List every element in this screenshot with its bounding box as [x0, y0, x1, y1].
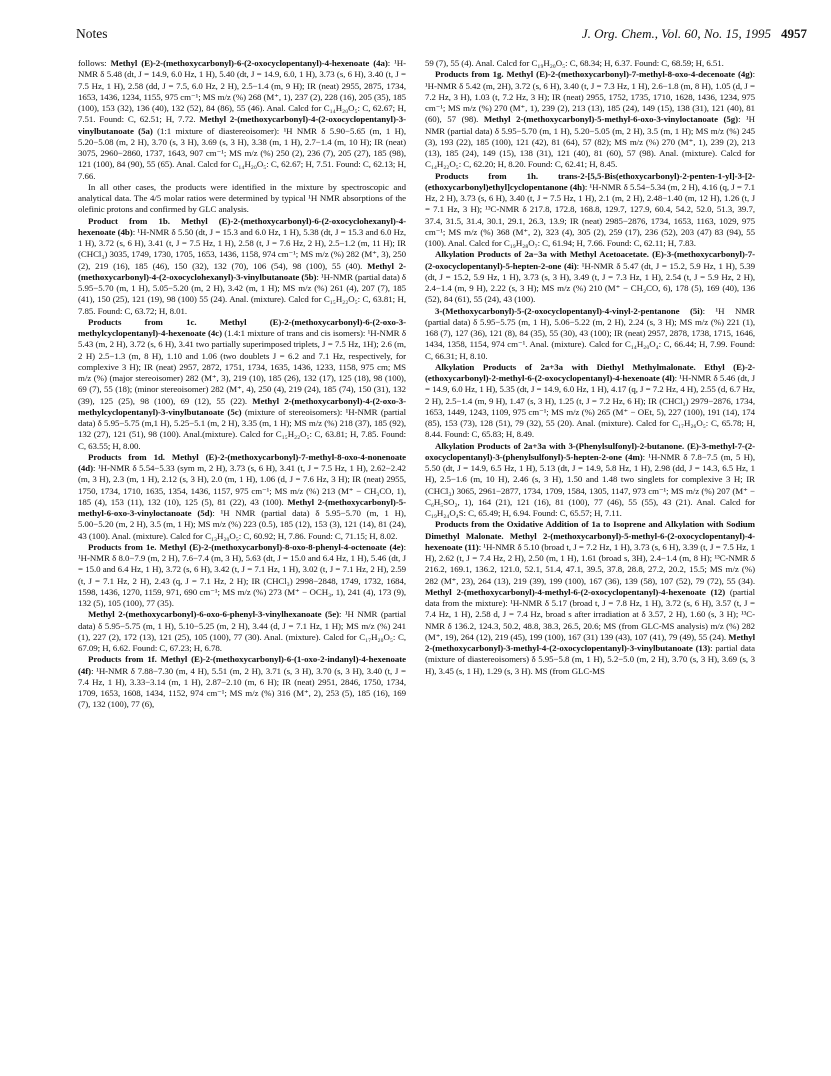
body-text: (1.4:1 mixture of trans and cis isomers): ¹H-NMR δ 5.43 (m, 2 H), 3.72 (s, 6 H), 3.41 two partially superimposed triplets, J = 7.5 Hz, 1H); 2.6 (m, 2 H) 2.5−1.3 (m, 8 H), 1.10 and 1.06 (two doublets J = 6.2 and 7.1 Hz, respectively, for complexive 3 H); IR (neat) 2957, 2872, 1751, 1734, 1635, 1436, 1233, 1158, 975 cm; MS m/z (%) (major stereoisomer) 282 (M⁺, 3), 219 (10), 185 (26), 132 (17), 125 (18), 98 (100), 69 (7), 55 (18); (minor stereoisomer) 282 (M⁺, 4), 250 (4), 219 (24), 185 (74), 150 (31), 132 (39), 125 (25), 98 (100), 69 (12), 55 (22).	[78, 328, 406, 406]
body-text: (1:1 mixture of diastereoisomer): ¹H NMR δ 5.90−5.65 (m, 1 H), 5.20−5.08 (m, 2 H), 3.70 (s, 3 H), 3.69 (s, 3 H), 3.38 (m, 1 H), 2.7−1.4 (m, 10 H); IR (neat) 3075, 2960−2860, 1737, 1643, 907 cm⁻¹; MS m/z (%) 250 (2), 236 (7), 205 (27), 185 (98), 121 (100), 84 (90), 55 (65). Anal. Calcd for C₁₄H₂₀O₅: C, 62.67; H, 7.51. Found: C, 62.13; H, 7.66.	[78, 125, 406, 181]
body-text: : ¹H NMR (partial data) δ 5.95−5.70 (m, 1 H), 5.20−5.05 (m, 2 H), 3.5 (m, 1 H); MS m/z (%) 245 (3), 193 (22), 185 (100), 121 (42), 81 (64), 57 (82); MS m/z (%) 270 (M⁺, 1), 239 (2), 213 (13), 185 (24), 149 (15), 138 (31), 121 (40), 81 (60), 57 (98). Anal. (mixture). Calcd for C₁₄H₂₂O₅: C, 62.20; H, 8.20. Found: C, 62.41; H, 8.45.	[425, 114, 755, 170]
body-text: : ¹H-NMR (partial data) δ 5.95−5.70 (m, 1 H), 5.05−5.20 (m, 2 H), 3.42 (m, 1 H); MS m/z (%) 261 (4), 207 (7), 185 (41), 150 (25), 121 (19), 98 (100) 55 (24). Anal. (mixture). Calcd for C₁₅H₂₂O₅: C, 63.81; H, 7.85. Found: C, 63.72; H, 8.01.	[78, 271, 406, 316]
compound-name: Methyl 2-(methoxycarbonyl)-4-methyl-6-(2-oxocyclopentanyl)-4-hexenoate (12)	[425, 586, 726, 597]
paragraph	[78, 542, 406, 610]
compound-name: Products from 1g. Methyl (E)-2-(methoxycarbonyl)-7-methyl-8-oxo-4-decenoate (4g)	[435, 69, 753, 80]
body-text: : ¹H-NMR δ 5.50 (dt, J = 15.3 and 6.0 Hz, 1 H), 5.38 (dt, J = 15.3 and 6.0 Hz, 1 H), 3.72 (s, 6 H), 3.41 (t, J = 7.5 Hz, 1 H), 2.58 (t, J = 7.6 Hz, 2 H), 2.5−1.2 (m, 11 H); IR (CHCl₃) 3035, 1749, 1730, 1705, 1653, 1436, 1158, 974 cm⁻¹; MS m/z (%) 282 (M⁺, 3), 250 (2), 219 (16), 185 (46), 150 (32), 132 (70), 106 (54), 98 (100), 55 (40).	[78, 226, 406, 271]
compound-name: Methyl (E)-2-(methoxycarbonyl)-6-(2-oxocyclopentanyl)-4-hexenoate (4a)	[110, 58, 388, 68]
journal-name: J. Org. Chem., Vol. 60, No. 15, 1995	[581, 26, 771, 41]
body-text: : ¹H-NMR δ 5.48 (dt, J = 14.9, 6.0 Hz, 1 H), 5.40 (dt, J = 14.9, 6.0, 1 H), 3.73 (s, 6 H), 3.40 (t, J = 7.5 Hz, 1 H), 2.58 (dd, J = 7.5, 6.0 Hz, 2 H), 2.5−1.4 (m, 9 H); IR (neat) 2955, 2875, 1734, 1653, 1436, 1234, 1155, 975 cm⁻¹; MS m/z (%) 268 (M⁺, 1), 237 (2), 228 (16), 205 (35), 185 (100), 153 (32), 136 (40), 132 (52), 84 (86), 55 (46). Anal. Calcd for C₁₄H₂₀O₅: C, 62.67; H, 7.51. Found: C, 62.51; H, 7.72.	[78, 58, 406, 125]
body-text: : partial data (mixture of diastereoisomers) δ 5.95−5.8 (m, 1 H), 5.2−5.0 (m, 2 H), 3.70 (s, 3 H), 3.69 (s, 3 H), 3.45 (s, 1 H), 1.29 (s, 3 H). MS (from GLC-MS	[425, 643, 755, 676]
compound-name: Methyl 2-(methoxycarbonyl)-5-methyl-6-oxo-3-vinyloctanoate (5g)	[483, 114, 739, 125]
journal-citation	[582, 26, 807, 42]
compound-name: Products from 1f. Methyl (E)-2-(methoxycarbonyl)-6-(1-oxo-2-indanyl)-4-hexenoate (4f)	[78, 654, 406, 676]
right-column	[425, 58, 755, 1066]
compound-name: Products from 1c. Methyl (E)-2-(methoxycarbonyl)-6-(2-oxo-3-methylcyclopentanyl)-4-hexenoate (4c)	[78, 316, 406, 338]
compound-name: Methyl 2-(methoxycarbonyl)-4-(2-oxocyclopentanyl)-3-vinylbutanoate (5a)	[78, 114, 406, 136]
paragraph	[425, 171, 755, 250]
page-number: 4957	[781, 26, 807, 41]
body-text: : ¹H-NMR δ 7.88−7.30 (m, 4 H), 5.51 (m, 2 H), 3.71 (s, 3 H), 3.70 (s, 3 H), 3.40 (t, J = 7.4 Hz, 1 H), 3.33−3.14 (m, 1 H), 2.87−2.10 (m, 6 H); IR (neat) 2951, 2846, 1750, 1734, 1709, 1653, 1608, 1434, 1152, 974 cm⁻¹; MS m/z (%) 316 (M⁺, 2), 253 (5), 185 (16), 169 (7), 132 (100), 77 (6),	[78, 665, 406, 710]
body-text: : ¹H-NMR δ 7.8−7.5 (m, 5 H), 5.50 (dt, J = 14.9, 6.5 Hz, 1 H), 5.13 (dt, J = 14.9, 5.8 Hz, 1 H), 2.98 (dd, J = 14.3, 6.5 Hz, 1 H), 2.5−1.6 (m, 10 H), 2.46 (s, 3 H), 1.50 and 1.48 two singlets for complexive 3 H; IR (CHCl₃) 3065, 2961−2877, 1734, 1709, 1584, 1305, 1147, 973 cm⁻¹; MS m/z (%) 207 (M⁺ − C₆H₅SO₂, 1), 164 (21), 121 (16), 81 (100), 77 (46), 55 (55), 43 (21). Anal. Calcd for C₁₉H₂₄O₄S: C, 65.49; H, 6.94. Found: C, 65.57; H, 7.11.	[425, 451, 755, 518]
paragraph	[425, 306, 755, 362]
body-text: : ¹H NMR (partial data) δ 5.95−5.75 (m, 1 H), 5.10−5.25 (m, 2 H), 3.44 (d, J = 7.1 Hz, 1 H); MS m/z (%) 241 (1), 227 (2), 172 (13), 121 (25), 105 (100), 77 (30). Anal. (mixture). Calcd for C₁₇H₂₀O₅: C, 67.09; H, 6.62. Found: C, 67.23; H, 6.78.	[78, 609, 406, 653]
compound-name: Products from 1e. Methyl (E)-2-(methoxycarbonyl)-8-oxo-8-phenyl-4-octenoate (4e)	[88, 541, 404, 552]
compound-name: Products from the Oxidative Addition of 1a to Isoprene and Alkylation with Sodium Dimethyl Malonate. Methyl 2-(methoxycarbonyl)-5-methyl-6-(2-oxocyclopentanyl)-4-hexenoate (11)	[425, 519, 755, 552]
paragraph	[78, 58, 406, 182]
left-column	[78, 58, 406, 1066]
compound-name: Alkylation Products of 2a−3a with Methyl Acetoacetate. (E)-3-(methoxycarbonyl)-7-(2-oxocyclopentanyl)-5-hepten-2-one (4i)	[425, 249, 755, 271]
body-text: : ¹H-NMR δ 5.54−5.33 (sym m, 2 H), 3.73 (s, 6 H), 3.41 (t, J = 7.5 Hz, 1 H), 2.62−2.42 (m, 3 H), 2.3 (m, 1 H), 2.12 (s, 3 H), 2.0 (m, 1 H), 1.06 (d, J = 7.6 Hz, 3 H); IR (neat) 2955, 1750, 1734, 1710, 1635, 1354, 1436, 1157, 975 cm⁻¹; MS m/z (%) 213 (M⁺ − CH₃CO, 1), 185 (4), 153 (11), 132 (10), 125 (5), 81 (22), 43 (100).	[78, 463, 406, 507]
paragraph	[78, 654, 406, 710]
paragraph	[78, 609, 406, 654]
compound-name: Alkylation Products of 2a+3a with Diethyl Methylmalonate. Ethyl (E)-2-(ethoxycarbonyl)-2-methyl-6-(2-oxocyclopentanyl)-4-hexenoate (4l)	[425, 361, 755, 383]
body-text: follows:	[78, 58, 111, 68]
paragraph	[425, 69, 755, 170]
compound-name: Product from 1b. Methyl (E)-2-(methoxycarbonyl)-6-(2-oxocyclohexanyl)-4-hexenoate (4b)	[78, 215, 406, 237]
body-text: : ¹H-NMR δ 8.0−7.9 (m, 2 H), 7.6−7.4 (m, 3 H), 5.63 (dt, J = 15.0 and 6.4 Hz, 1 H), 5.46 (dt, J = 15.0 and 6.4 Hz, 1 H), 3.72 (s, 6 H), 3.42 (t, J = 7.1 Hz, 1 H), 3.02 (t, J = 7.1 Hz, 2 H), 2.59 (t, J = 7.1 Hz, 2 H), 2.43 (q, J = 7.1 Hz, 2 H); IR (CHCl₃) 2998−2848, 1749, 1732, 1684, 1598, 1436, 1270, 1159, 971, 690 cm⁻¹; MS m/z (%) 273 (M⁺ − OCH₃, 1), 241 (4), 173 (9), 132 (5), 105 (100), 77 (35).	[78, 541, 406, 608]
compound-name: Methyl 2-(methoxycarbonyl)-3-methyl-4-(2-oxocyclopentanyl)-3-vinylbutanoate (13)	[425, 631, 755, 653]
paragraph	[425, 441, 755, 520]
paragraph	[425, 58, 755, 69]
body-text: : ¹H-NMR δ 5.47 (dt, J = 15.2, 5.9 Hz, 1 H), 5.39 (dt, J = 15.2, 5.9 Hz, 1 H), 3.73 (s, 3 H), 3.49 (t, J = 7.3 Hz, 1 H), 2.54 (t, J = 5.9 Hz, 2 H), 2.4−1.4 (m, 9 H), 2.22 (s, 3 H); MS m/z (%) 210 (M⁺ − CH₂CO, 6), 178 (5), 169 (40), 136 (52), 84 (61), 55 (24), 43 (100).	[425, 260, 755, 305]
paragraph	[78, 317, 406, 452]
body-text: : ¹H NMR (partial data) δ 5.95−5.70 (m, 1 H), 5.00−5.20 (m, 2 H), 3.5 (m, 1 H); MS m/z (%) 223 (0.5), 185 (12), 153 (3), 121 (14), 81 (24), 43 (100). Anal. (mixture). Calcd for C₁₃H₂₀O₅: C, 60.92; H, 7.86. Found: C, 71.15; H, 8.02.	[78, 508, 406, 541]
body-text: : ¹H-NMR δ 5.10 (broad t, J = 7.2 Hz, 1 H), 3.73 (s, 6 H), 3.39 (t, J = 7.5 Hz, 1 H), 2.62 (t, J = 7.4 Hz, 2 H), 2.50 (m, 1 H), 1.61 (broad s, 3H), 2.4−1.4 (m, 8 H); ¹³C-NMR δ 216.2, 169.1, 136.2, 121.0, 52.1, 51.4, 47.1, 39.5, 37.8, 28.8, 27.2, 20.2, 15.5; MS m/z (%) 282 (M⁺, 23), 264 (13), 219 (39), 199 (100), 167 (36), 139 (58), 107 (52), 79 (72), 55 (34).	[425, 541, 755, 586]
section-title: Notes	[76, 26, 108, 41]
compound-name: Methyl 2-(methoxycarbonyl)-6-oxo-6-phenyl-3-vinylhexanoate (5e)	[88, 609, 340, 620]
compound-name: Methyl 2-(methoxycarbonyl)-5-methyl-6-oxo-3-vinyloctanoate (5d)	[78, 496, 406, 518]
body-text: (partial data from the mixture): ¹H-NMR δ 5.17 (broad t, J = 7.8 Hz, 1 H), 3.72 (s, 6 H), 3.57 (t, J = 7.4 Hz, 1 H), 2.58 d, J = 7.4 Hz, broad s after irradiation at δ 3.57, 2 H), 1.60 (s, 3 H); ¹³C-NMR δ 136.2, 124.3, 50.2, 48.8, 38.3, 26.5, 20.6; MS (from GLC-MS analysis) m/z (%) 282 (M⁺, 19), 264 (12), 219 (45), 199 (100), 167 (31) 139 (43), 107 (41), 79 (49), 55 (24).	[425, 586, 755, 642]
body-text: : ¹H NMR (partial data) δ 5.95−5.75 (m, 1 H), 5.06−5.22 (m, 2 H), 2.24 (s, 3 H); MS m/z (%) 221 (1), 168 (7), 127 (36), 121 (8), 84 (35), 55 (30), 43 (100); IR (neat) 2957, 2878, 1738, 1715, 1646, 1434, 1358, 1154, 974 cm⁻¹. Anal. (mixture). Calcd for C₁₄H₂₀O₄: C, 66.44; H, 7.99. Found: C, 66.31; H, 8.10.	[425, 305, 755, 361]
compound-name: Alkylation Products of 2a+3a with 3-(Phenylsulfonyl)-2-butanone. (E)-3-methyl-7-(2-oxocyclopentanyl)-3-(phenylsulfonyl)-5-hepten-2-one (4m)	[425, 440, 755, 462]
body-text: : ¹H-NMR δ 5.42 (m, 2H), 3.72 (s, 6 H), 3.40 (t, J = 7.3 Hz, 1 H), 2.6−1.8 (m, 8 H), 1.05 (d, J = 7.2 Hz, 3 H), 1.03 (t, 7.2 Hz, 3 H); IR (neat) 2955, 1752, 1735, 1710, 1628, 1436, 1234, 975 cm⁻¹; MS m/z (%) 270 (M⁺, 1), 239 (2), 213 (13), 185 (24), 149 (15), 138 (31), 121 (40), 81 (60), 57 (98).	[425, 69, 755, 125]
paragraph	[78, 182, 406, 216]
body-text: (mixture of stereoisomers): ¹H-NMR (partial data) δ 5.95−5.75 (m,1 H), 5.25−5.1 (m, 2 H), 3.35 (m, 1 H); MS m/z (%) 218 (37), 185 (92), 132 (27), 121 (51), 98 (100). Anal.(mixture). Calcd for C₁₅H₂₂O₅: C, 63.81; H, 7.85. Found: C, 63.55; H, 8.00.	[78, 406, 406, 451]
paragraph	[425, 519, 755, 677]
paragraph	[78, 216, 406, 317]
compound-name: Products from 1d. Methyl (E)-2-(methoxycarbonyl)-7-methyl-8-oxo-4-nonenoate (4d)	[78, 451, 406, 473]
body-text: : ¹H-NMR δ 5.46 (dt, J = 14.9, 6.0 Hz, 1 H), 5.35 (dt, J = 14.9, 6.0 Hz, 1 H), 4.17 (q, J = 7.2 Hz, 4 H), 2.55 (d, 6.7 Hz, 2 H), 2.5−1.4 (m, 9 H), 1.47 (s, 3 H), 1.25 (t, J = 7.2 Hz, 6 H); IR (CHCl₃) 2979−2876, 1734, 1653, 1449, 1243, 1109, 975 cm⁻¹; MS m/z (%) 265 (M⁺ − OEt, 5), 227 (100), 191 (14), 174 (85), 153 (73), 128 (51), 79 (32), 55 (20). Anal. (mixture). Calcd for C₁₇H₂₆O₅: C, 65.78; H, 8.44. Found: C, 65.83; H, 8.49.	[425, 373, 755, 440]
compound-name: 3-(Methoxycarbonyl)-5-(2-oxocyclopentanyl)-4-vinyl-2-pentanone (5i)	[435, 305, 703, 316]
paragraph	[78, 452, 406, 542]
paragraph	[425, 362, 755, 441]
body-text: 59 (7), 55 (4). Anal. Calcd for C₁₉H₂₀O₅: C, 68.34; H, 6.37. Found: C, 68.59; H, 6.51.	[425, 58, 724, 68]
compound-name: Products from 1h. trans-2-[5,5-Bis(ethoxycarbonyl)-2-penten-1-yl]-3-[2-(ethoxycarbonyl)ethyl]cyclopentanone (4h)	[425, 170, 755, 192]
paragraph	[425, 249, 755, 305]
body-text: : ¹H-NMR δ 5.54−5.34 (m, 2 H), 4.16 (q, J = 7.1 Hz, 2 H), 3.73 (s, 6 H), 3.40 (t, J = 7.5 Hz, 1 H), 2.1 (m, 2 H), 2.48−1.40 (m, 12 H), 1.26 (t, J = 7.1 Hz, 3 H); ¹³C-NMR δ 217.8, 172.8, 168.8, 129.7, 127.9, 60.4, 54.2, 52.0, 51.3, 39.7, 37.4, 31.5, 31.4, 30.1, 29.1, 26.3, 13.9; IR (neat) 2985−2876, 1734, 1653, 1163, 1029, 975 cm⁻¹; MS m/z (%) 368 (M⁺, 2), 323 (4), 305 (2), 259 (17), 236 (52), 203 (47) 83 (94), 55 (100). Anal. Calcd for C₁₉H₂₈O₇: C, 61.94; H, 7.66. Found: C, 62.11; H, 7.83.	[425, 181, 755, 248]
page-header	[76, 26, 807, 44]
compound-name: Methyl 2-(methoxycarbonyl)-4-(2-oxo-3-methylcyclopentanyl)-3-vinylbutanoate (5c)	[78, 395, 406, 417]
body-text: In all other cases, the products were identified in the mixture by spectroscopic and analytical data. The 4/5 molar ratios were determined by typical ¹H NMR absorptions of the olefinic protons and confirmed by GLC analysis.	[78, 181, 406, 215]
compound-name: Methyl 2-(methoxycarbonyl)-4-(2-oxocyclohexanyl)-3-vinylbutanoate (5b)	[78, 260, 406, 282]
